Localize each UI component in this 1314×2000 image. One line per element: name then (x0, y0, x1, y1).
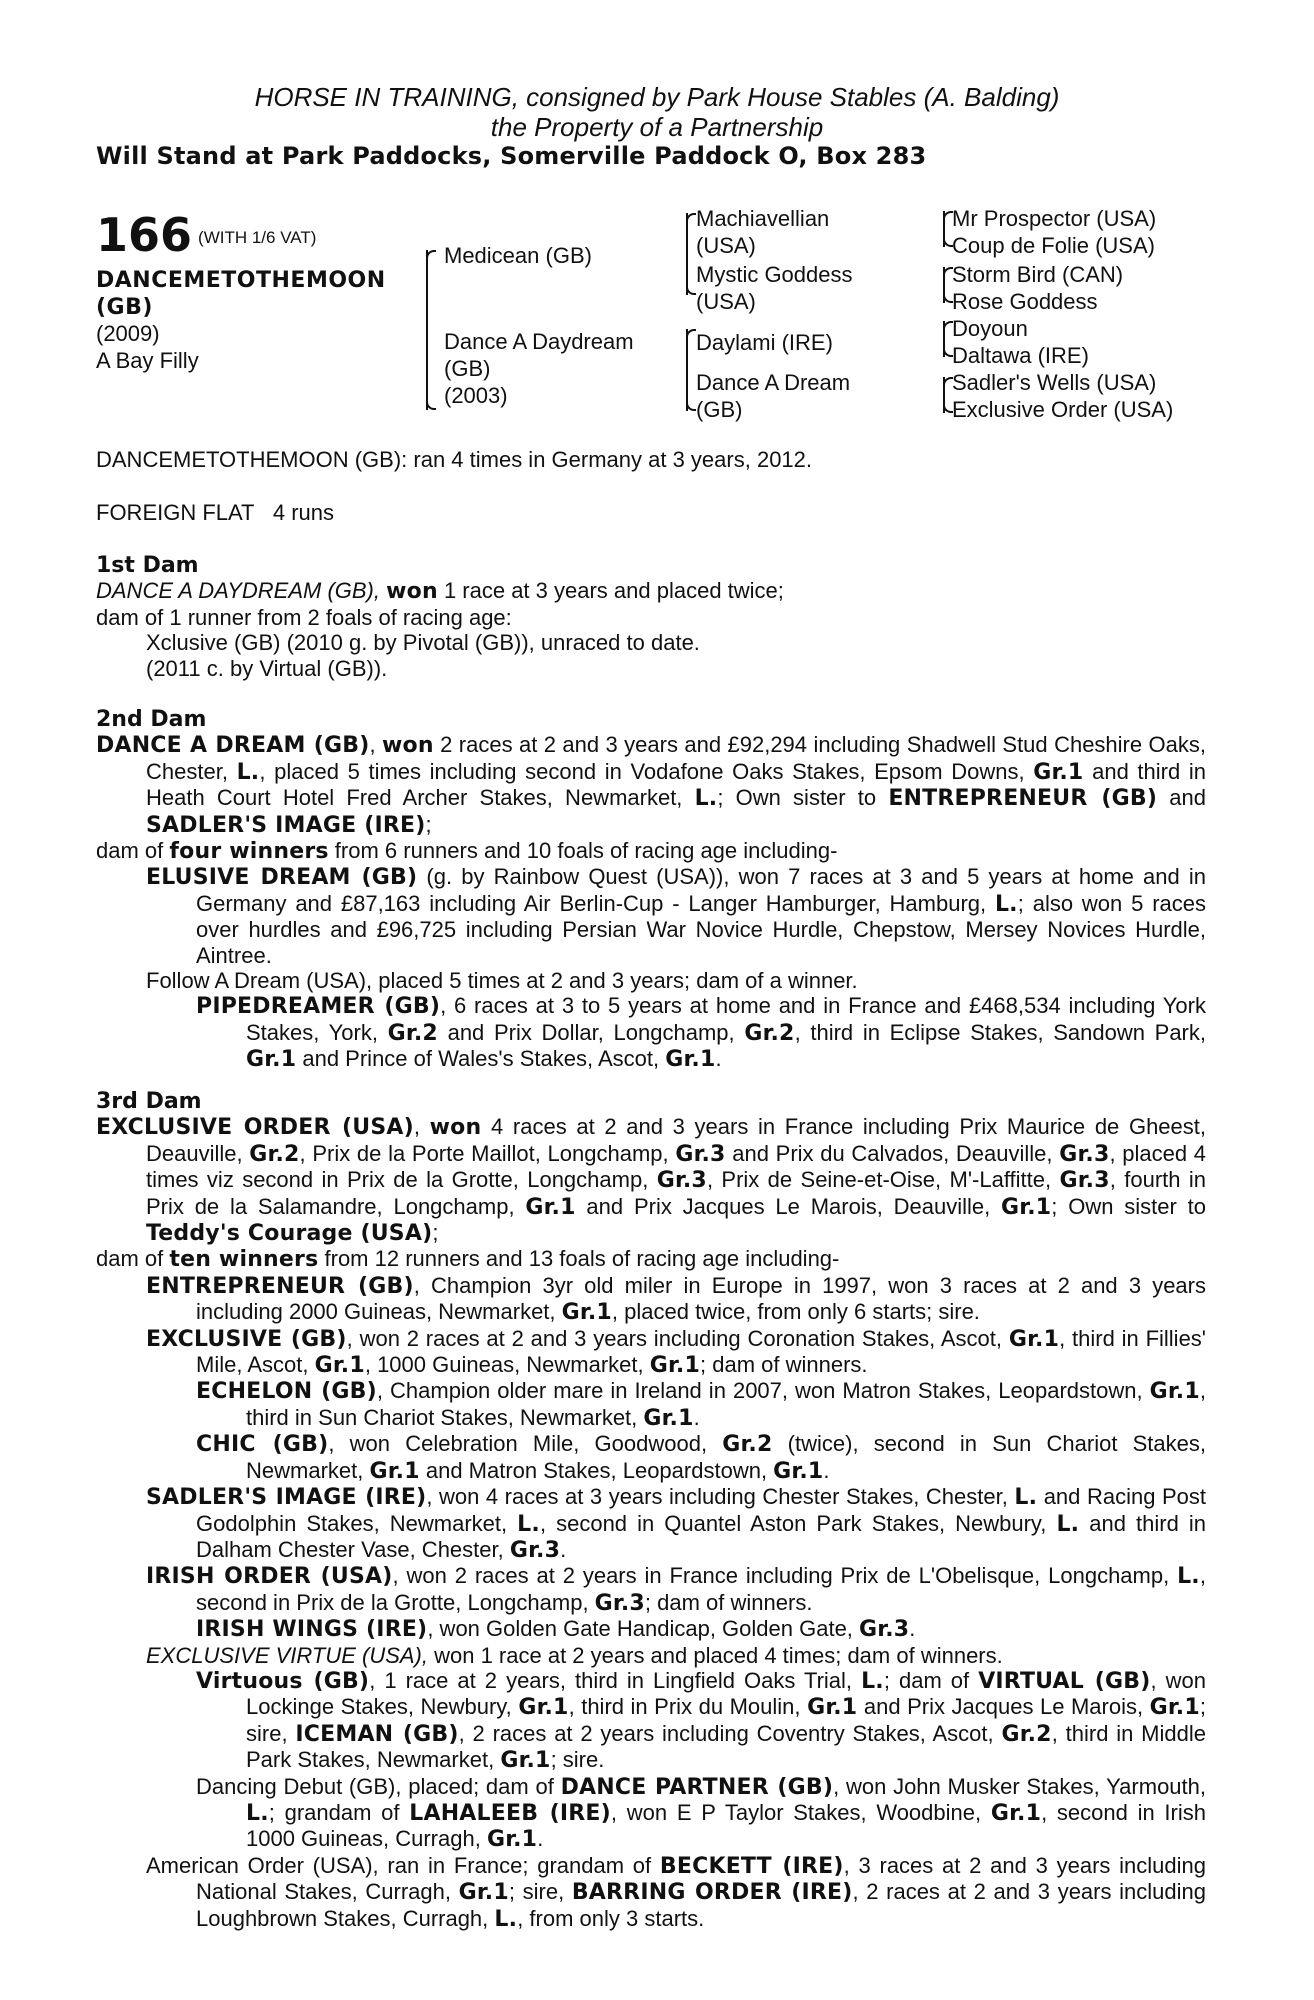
pedigree-sdd: Rose Goddess (952, 289, 1098, 314)
foreign-flat-line: FOREIGN FLAT 4 runs (96, 500, 334, 525)
horse-name-line1: DANCEMETOTHEMOON (96, 268, 386, 293)
pedigree-dsd: Daltawa (IRE) (952, 343, 1089, 368)
race-summary: DANCEMETOTHEMOON (GB): ran 4 times in Germany at 3 years, 2012. (96, 447, 813, 472)
pedigree-brace-gen1 (426, 250, 428, 410)
pedigree-brace-sire (686, 213, 688, 295)
pedigree-block (96, 205, 1226, 435)
lot-number-block (96, 210, 316, 260)
header-consignor: HORSE IN TRAINING, consigned by Park House Stables (A. Balding) (254, 82, 1060, 112)
pedigree-dam-sire: Daylami (IRE) (696, 330, 833, 355)
pedigree-brace-sd (943, 267, 945, 303)
pedigree-sire: Medicean (GB) (444, 243, 592, 268)
pedigree-ddd: Exclusive Order (USA) (952, 397, 1174, 422)
horse-description: A Bay Filly (96, 348, 199, 373)
horse-year: (2009) (96, 321, 160, 346)
third-dam-section: 3rd Dam EXCLUSIVE ORDER (USA), won 4 races at 2 and 3 years in France including Prix Maurice de Gheest, Deauville, Gr.2, Prix de la Porte Maillot, Longchamp, Gr.3 and Prix du Calvados, Deauville, Gr.3, placed 4 times viz second in Prix de la Grotte, Longchamp, Gr.3, Prix de Seine-et-Oise, M'-Laffitte, Gr.3, fourth in Prix de la Salamandre, Longchamp, Gr.1 and Prix Jacques Le Marois, Deauville, Gr.1; Own sister to Teddy's Courage (USA); dam of ten winners from 12 runners and 13 foals of racing age including- ENTREPRENEUR (GB), Champion 3yr old miler in Europe in 1997, won 3 races at 2 and 3 years including 2000 Guineas, Newmarket, Gr.1, placed twice, from only 6 starts; sire. EXCLUSIVE (GB), won 2 races at 2 and 3 years including Coronation Stakes, Ascot, Gr.1, third in Fillies' Mile, Ascot, Gr.1, 1000 Guineas, Newmarket, Gr.1; dam of winners. ECHELON (GB), Champion older mare in Ireland in 2007, won Matron Stakes, Leopardstown, Gr.1, third in Sun Chariot Stakes, Newmarket, Gr.1. CHIC (GB), won Celebration Mile, Goodwood, Gr.2 (twice), second in Sun Chariot Stakes, Newmarket, Gr.1 and Matron Stakes, Leopardstown, Gr.1. SADLER'S IMAGE (IRE), won 4 races at 3 years including Chester Stakes, Chester, L. and Racing Post Godolphin Stakes, Newmarket, L., second in Quantel Aston Park Stakes, Newbury, L. and third in Dalham Chester Vase, Chester, Gr.3. IRISH ORDER (USA), won 2 races at 2 years in France including Prix de L'Obelisque, Longchamp, L., second in Prix de la Grotte, Longchamp, Gr.3; dam of winners. IRISH WINGS (IRE), won Golden Gate Handicap, Golden Gate, Gr.3. EXCLUSIVE VIRTUE (USA), won 1 race at 2 years and placed 4 times; dam of winners. Virtuous (GB), 1 race at 2 years, third in Lingfield Oaks Trial, L.; dam of VIRTUAL (GB), won Lockinge Stakes, Newbury, Gr.1, third in Prix du Moulin, Gr.1 and Prix Jacques Le Marois, Gr.1; sire, ICEMAN (GB), 2 races at 2 years including Coventry Stakes, Ascot, Gr.2, third in Middle Park Stakes, Newmarket, Gr.1; sire. Dancing Debut (GB), placed; dam of DANCE PARTNER (GB), won John Musker Stakes, Yarmouth, L.; grandam of LAHALEEB (IRE), won E P Taylor Stakes, Woodbine, Gr.1, second in Irish 1000 Guineas, Curragh, Gr.1. American Order (USA), ran in France; grandam of BECKETT (IRE), 3 races at 2 and 3 years including National Stakes, Curragh, Gr.1; sire, BARRING ORDER (IRE), 2 races at 2 and 3 years including Loughbrown Stakes, Curragh, L., from only 3 starts. (96, 1089, 1207, 1932)
pedigree-brace-ss (943, 211, 945, 247)
lot-vat: (WITH 1/6 VAT) (198, 228, 317, 247)
horse-name (96, 267, 436, 321)
pedigree-brace-ds (943, 321, 945, 357)
second-dam-section: 2nd Dam DANCE A DREAM (GB), won 2 races at 2 and 3 years and £92,294 including Shadwell Stud Cheshire Oaks, Chester, L., placed 5 times including second in Vodafone Oaks Stakes, Epsom Downs, Gr.1 and third in Heath Court Hotel Fred Archer Stakes, Newmarket, L.; Own sister to ENTREPRENEUR (GB) and SADLER'S IMAGE (IRE); dam of four winners from 6 runners and 10 foals of racing age including- ELUSIVE DREAM (GB) (g. by Rainbow Quest (USA)), won 7 races at 3 and 5 years at home and in Germany and £87,163 including Air Berlin-Cup - Langer Hamburger, Hamburg, L.; also won 5 races over hurdles and £96,725 including Persian War Novice Hurdle, Chepstow, Mersey Novices Hurdle, Aintree. Follow A Dream (USA), placed 5 times at 2 and 3 years; dam of a winner. PIPEDREAMER (GB), 6 races at 3 to 5 years at home and in France and £468,534 including York Stakes, York, Gr.2 and Prix Dollar, Longchamp, Gr.2, third in Eclipse Stakes, Sandown Park, Gr.1 and Prince of Wales's Stakes, Ascot, Gr.1. (96, 707, 1206, 1073)
pedigree-brace-dd (943, 377, 945, 413)
pedigree-sire-dam: Mystic Goddess (USA) (696, 262, 853, 314)
first-dam-section: 1st Dam DANCE A DAYDREAM (GB), won 1 race at 3 years and placed twice; dam of 1 runner from 2 foals of racing age: Xclusive (GB) (2010 g. by Pivotal (GB)), unraced to date. (2011 c. by Virtual (GB)). (96, 553, 1206, 681)
pedigree-sire-sire: Machiavellian (USA) (696, 206, 830, 258)
header-property: the Property of a Partnership (490, 112, 824, 142)
header-stand-location: Will Stand at Park Paddocks, Somerville Paddock O, Box 283 (96, 142, 927, 170)
first-dam-heading: 1st Dam (96, 553, 199, 578)
lot-number: 166 (96, 208, 193, 262)
pedigree-dss: Doyoun (952, 316, 1028, 341)
pedigree-dam-dam: Dance A Dream (GB) (696, 370, 851, 422)
pedigree-sds: Storm Bird (CAN) (952, 262, 1124, 287)
pedigree-dds: Sadler's Wells (USA) (952, 370, 1157, 395)
third-dam-heading: 3rd Dam (96, 1089, 202, 1114)
pedigree-sss: Mr Prospector (USA) (952, 206, 1157, 231)
pedigree-ssd: Coup de Folie (USA) (952, 233, 1155, 258)
pedigree-brace-dam (686, 329, 688, 411)
second-dam-heading: 2nd Dam (96, 707, 207, 732)
horse-name-line2: (GB) (96, 295, 153, 320)
pedigree-dam: Dance A Daydream (GB) (2003) (444, 329, 634, 408)
